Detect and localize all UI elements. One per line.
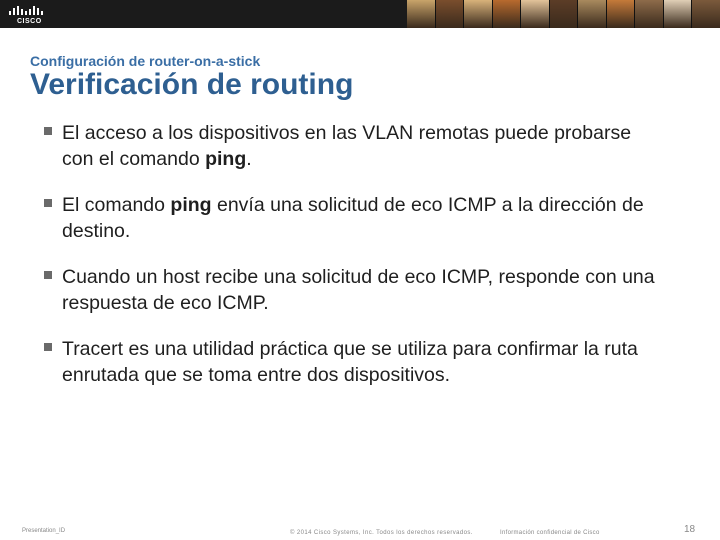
bullet-item xyxy=(44,264,664,316)
header-photo-tile xyxy=(550,0,578,28)
header-photo-tile xyxy=(607,0,635,28)
bullet-square-icon xyxy=(44,127,52,135)
logo-wordmark: CISCO xyxy=(17,18,42,25)
bullet-text: El acceso a los dispositivos en las VLAN remotas puede probarse con el comando xyxy=(62,122,632,170)
presentation-id: Presentation_ID xyxy=(22,528,66,534)
header-photo-tile xyxy=(464,0,492,28)
header-photo-tile xyxy=(692,0,720,28)
header-band xyxy=(0,0,720,28)
slide-title: Verificación de routing xyxy=(30,68,354,101)
bullet-item xyxy=(44,192,664,244)
slide-subtitle: Configuración de router-on-a-stick xyxy=(30,53,261,69)
bullet-text: El comando xyxy=(62,194,171,216)
bullet-square-icon xyxy=(44,271,52,279)
bullet-item xyxy=(44,336,664,388)
page-number: 18 xyxy=(684,524,696,535)
header-photo-tile xyxy=(493,0,521,28)
bullet-text-end: . xyxy=(246,148,252,170)
header-photo-tile xyxy=(407,0,435,28)
bullet-item xyxy=(44,120,664,172)
bullet-command: ping xyxy=(205,148,247,170)
bullet-command: ping xyxy=(170,194,212,216)
confidential-notice: Información confidencial de Cisco xyxy=(500,530,600,536)
copyright-notice: © 2014 Cisco Systems, Inc. Todos los derechos reservados. xyxy=(290,530,473,536)
bullet-text-end: envía una solicitud de eco ICMP a la dirección de destino. xyxy=(62,194,644,242)
header-photo-strip xyxy=(407,0,720,28)
header-photo-tile xyxy=(664,0,692,28)
bullet-square-icon xyxy=(44,199,52,207)
header-photo-tile xyxy=(521,0,549,28)
header-photo-tile xyxy=(578,0,606,28)
header-photo-tile xyxy=(635,0,663,28)
bullet-list xyxy=(44,120,664,408)
cisco-logo xyxy=(8,4,44,24)
bullet-square-icon xyxy=(44,343,52,351)
cisco-bars-icon xyxy=(8,5,44,17)
bullet-text: Tracert es una utilidad práctica que se utiliza para confirmar la ruta enrutada que se toma entre dos dispositivos. xyxy=(62,338,638,386)
bullet-text: Cuando un host recibe una solicitud de eco ICMP, responde con una respuesta de eco ICMP. xyxy=(62,266,655,314)
header-photo-tile xyxy=(436,0,464,28)
